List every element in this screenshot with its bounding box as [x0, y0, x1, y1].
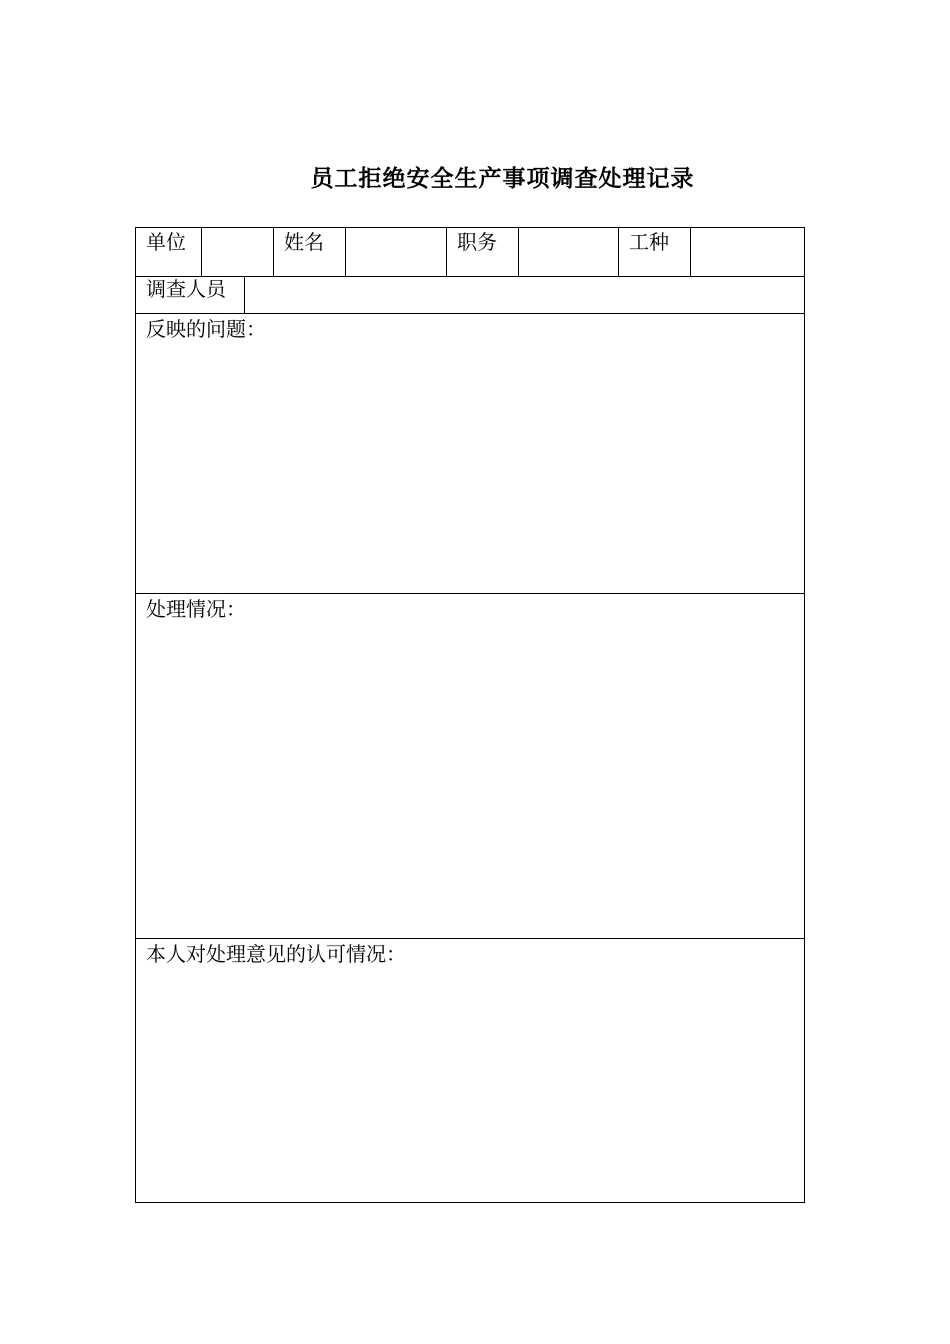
unit-label-cell [136, 228, 202, 276]
unit-field[interactable] [202, 228, 274, 276]
name-label: 姓名 [284, 230, 324, 254]
name-label-cell [274, 228, 346, 276]
investigator-field[interactable] [245, 277, 804, 313]
unit-label: 单位 [146, 230, 186, 254]
handling-label: 处理情况： [146, 597, 246, 621]
handling-section[interactable] [136, 594, 804, 939]
investigator-label-cell [136, 277, 245, 313]
investigator-label: 调查人员 [146, 277, 226, 301]
investigator-row [136, 277, 804, 314]
issue-label: 反映的问题： [146, 317, 266, 341]
job-type-field[interactable] [691, 228, 804, 276]
basic-info-row [136, 228, 804, 277]
job-type-label: 工种 [629, 230, 669, 254]
job-type-label-cell [619, 228, 691, 276]
issue-section[interactable] [136, 314, 804, 594]
position-label-cell [447, 228, 519, 276]
position-label: 职务 [457, 230, 497, 254]
approval-label: 本人对处理意见的认可情况： [146, 942, 406, 966]
document-title: 员工拒绝安全生产事项调查处理记录 [310, 165, 695, 192]
position-field[interactable] [519, 228, 619, 276]
name-field[interactable] [346, 228, 447, 276]
approval-section[interactable] [136, 939, 804, 1202]
record-form [135, 227, 805, 1203]
